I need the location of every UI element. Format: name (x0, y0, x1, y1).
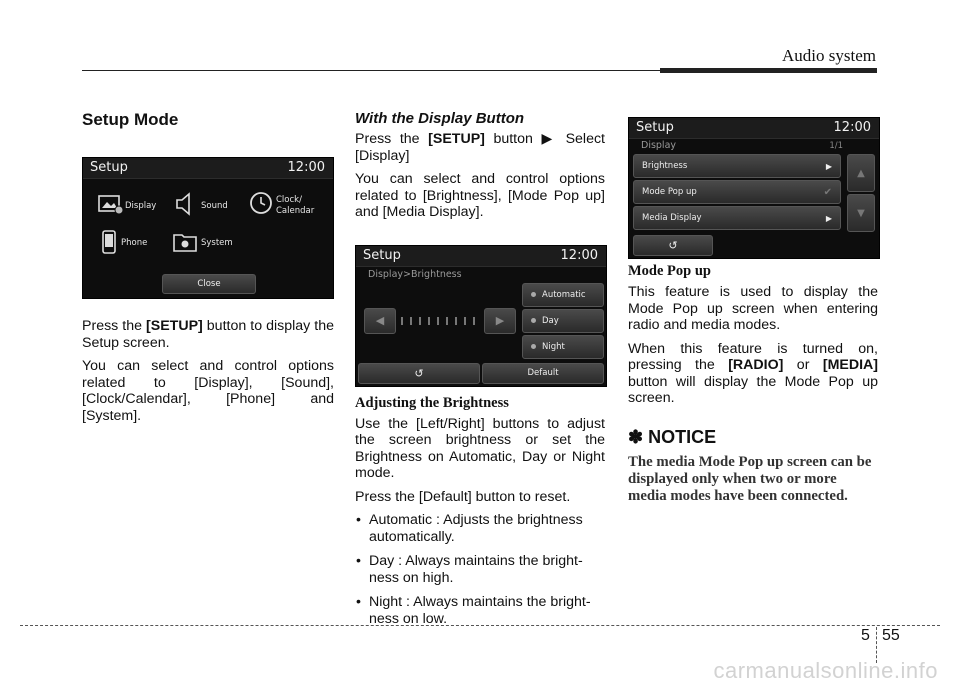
list-item (355, 512, 605, 545)
row-label: Mode Pop up (642, 187, 697, 197)
paragraph (355, 131, 605, 164)
scroll-up-icon: ▲ (857, 167, 865, 179)
display-icon (98, 194, 124, 216)
screen-breadcrumb: Display (641, 140, 677, 151)
menu-row-media-display[interactable] (633, 206, 841, 230)
screen-clock: 12:00 (560, 247, 598, 263)
brightness-screen (355, 245, 607, 387)
row-label: Media Display (642, 213, 702, 223)
screen-breadcrumb: Display>Brightness (368, 268, 462, 280)
chevron-right-icon: ▶ (825, 161, 832, 171)
screen-title: Setup (636, 120, 674, 135)
text: button (484, 131, 542, 147)
tile-display[interactable]: Display (125, 201, 157, 211)
clock-icon (249, 191, 273, 215)
media-button-ref: [MEDIA] (822, 357, 879, 373)
back-icon: ↺ (414, 366, 424, 380)
section-heading: Setup Mode (82, 110, 179, 129)
subsection-heading: Mode Pop up (628, 263, 711, 279)
text: button to display the Setup screen. (82, 318, 335, 351)
back-icon: ↺ (668, 239, 678, 252)
paragraph: Use the [Left/Right] buttons to adjust the screen brightness or set the Brightness on Automatic, Day or Night mode. (355, 415, 605, 481)
tile-clock[interactable]: Clock/ (276, 195, 302, 205)
phone-icon (101, 230, 117, 254)
paragraph: You can select and control options related to [Display], [Sound], [Clock/Calendar], [Phone] and [System]. (82, 358, 334, 424)
right-arrow-icon: ▶ (495, 314, 505, 327)
paragraph (82, 318, 334, 351)
default-button-label: Default (527, 368, 559, 378)
text: Select [Display] (355, 131, 605, 164)
list-item (355, 553, 605, 586)
option-night[interactable] (522, 335, 604, 359)
scroll-down-icon: ▼ (857, 207, 865, 219)
radio-icon (531, 292, 536, 297)
header-rule (82, 70, 662, 71)
option-label: Automatic (542, 289, 586, 300)
scroll-up-button[interactable] (847, 154, 875, 192)
arrow-icon: ▶ (541, 131, 557, 147)
setup-button-ref: [SETUP] (428, 131, 485, 147)
text: button will display the Mode Pop up screen. (628, 373, 878, 406)
setup-button-ref: [SETUP] (146, 318, 203, 334)
header-title: Audio system (782, 46, 876, 65)
text: Night : Always maintains the bright-ness on low. (369, 594, 591, 627)
tile-sound[interactable]: Sound (201, 201, 228, 211)
footer-rule (20, 625, 940, 626)
option-day[interactable] (522, 309, 604, 333)
column-setup-mode (82, 110, 334, 431)
notice-body: The media Mode Pop up screen can be displayed only when two or more media modes have been connected. (628, 453, 872, 504)
left-arrow-button[interactable] (364, 308, 396, 334)
screen-clock: 12:00 (287, 160, 325, 175)
system-folder-icon (173, 232, 197, 252)
back-button[interactable] (633, 235, 713, 256)
subsection-heading: Adjusting the Brightness (355, 394, 509, 411)
text: Press the (355, 131, 429, 147)
page-indicator: 1/1 (829, 141, 843, 151)
text: When this feature is turned on, pressing the (628, 340, 878, 373)
option-label: Day (542, 315, 559, 326)
paragraph: Press the [Default] button to reset. (355, 488, 571, 505)
bullet-list (355, 512, 605, 627)
text: or (783, 357, 823, 373)
paragraph: You can select and control options related to [Brightness], [Mode Pop up] and [Media Display]. (355, 171, 605, 220)
close-button-label: Close (197, 279, 221, 289)
text: Press the (82, 318, 147, 334)
bullet-icon: • (356, 553, 361, 569)
paragraph: This feature is used to display the Mode Pop up screen when entering radio and media modes. (628, 284, 878, 333)
bullet-icon: • (356, 512, 361, 528)
scroll-down-button[interactable] (847, 194, 875, 232)
radio-icon (531, 344, 536, 349)
menu-row-brightness[interactable] (633, 154, 841, 178)
default-button[interactable] (482, 363, 604, 384)
radio-button-ref: [RADIO] (728, 357, 784, 373)
radio-icon (531, 318, 536, 323)
page-number: 55 (882, 627, 900, 644)
text: Automatic : Adjusts the brightness automatically. (369, 512, 583, 545)
list-item (355, 594, 605, 627)
option-automatic[interactable] (522, 283, 604, 307)
header-rule-accent (660, 68, 877, 73)
paragraph (628, 341, 878, 407)
screen-title: Setup (90, 160, 128, 175)
speaker-icon (175, 192, 195, 216)
setup-screen (82, 157, 334, 299)
brightness-level-bar (398, 314, 478, 328)
row-label: Brightness (642, 161, 688, 171)
screen-title: Setup (363, 247, 401, 263)
column-mode-popup (628, 117, 878, 505)
right-arrow-button[interactable] (484, 308, 516, 334)
chapter-number: 5 (861, 627, 870, 644)
close-button[interactable] (162, 274, 256, 294)
option-label: Night (542, 341, 565, 352)
notice-title: ✽ NOTICE (628, 426, 717, 447)
left-arrow-icon: ◀ (375, 314, 385, 327)
back-button[interactable] (358, 363, 480, 384)
tile-phone[interactable]: Phone (121, 238, 148, 248)
watermark: carmanualsonline.info (713, 658, 938, 683)
subsection-heading: With the Display Button (355, 110, 525, 127)
bullet-icon: • (356, 594, 361, 610)
text: Day : Always maintains the bright-ness on high. (369, 553, 583, 586)
menu-row-mode-popup[interactable] (633, 180, 841, 204)
chevron-right-icon: ▶ (825, 213, 832, 223)
column-display-button (355, 110, 605, 635)
screen-clock: 12:00 (833, 120, 871, 135)
display-menu-screen (628, 117, 880, 259)
checkmark-icon: ✔ (823, 186, 832, 198)
tile-system[interactable]: System (201, 238, 233, 248)
tile-calendar[interactable]: Calendar (276, 206, 315, 216)
